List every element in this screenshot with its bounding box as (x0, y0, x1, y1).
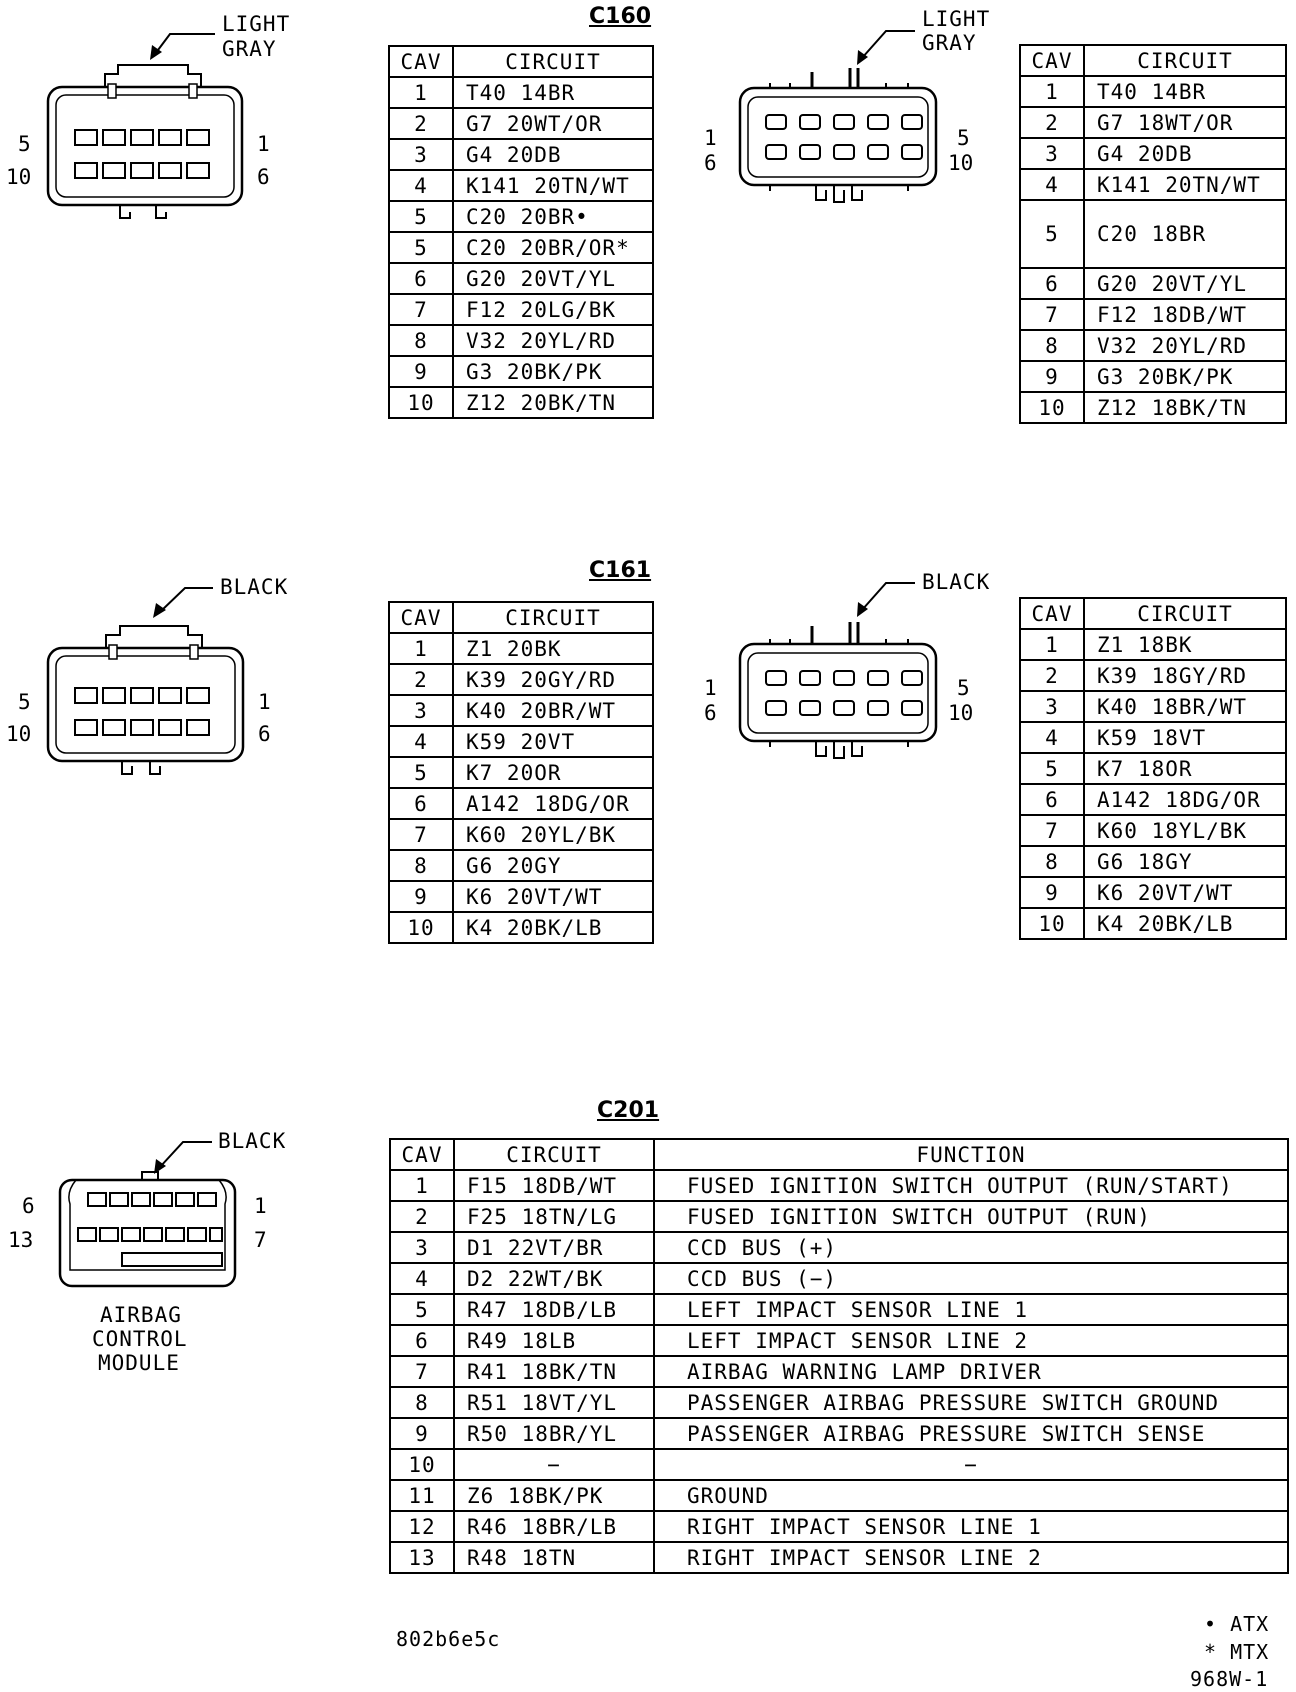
circuit-cell: F25 18TN/LG (454, 1201, 654, 1232)
table-row (389, 726, 653, 757)
circuit-cell: Z6 18BK/PK (454, 1480, 654, 1511)
c160-right-pin-label-br: 10 (948, 151, 974, 175)
cav-cell: 3 (389, 695, 453, 726)
c160-right-connector-drawing (690, 0, 1010, 220)
circuit-cell: G6 20GY (453, 850, 653, 881)
function-cell: LEFT IMPACT SENSOR LINE 1 (654, 1294, 1288, 1325)
table-row (1020, 200, 1286, 268)
c160-left-color-label-2: GRAY (222, 37, 277, 61)
cav-cell: 10 (389, 387, 453, 418)
table-row (390, 1418, 1288, 1449)
function-cell: CCD BUS (+) (654, 1232, 1288, 1263)
c160-right-pin-label-tr: 5 (957, 126, 970, 150)
c161-right-connector (690, 560, 1010, 780)
table-row (389, 819, 653, 850)
table-row (390, 1294, 1288, 1325)
table-row (389, 139, 653, 170)
c161-right-pin-label-tl: 1 (704, 676, 717, 700)
c161-left-pin-label-bl: 10 (6, 722, 32, 746)
image-id-code: 802b6e5c (396, 1627, 501, 1651)
table-row (389, 850, 653, 881)
table-row (390, 1356, 1288, 1387)
c201-module-label-3: MODULE (98, 1351, 180, 1375)
c201-connector (0, 1120, 330, 1380)
circuit-cell: K141 20TN/WT (453, 170, 653, 201)
c161-left-pin-label-tl: 5 (18, 690, 31, 714)
c161-left-table (388, 601, 654, 944)
table-row (1020, 815, 1286, 846)
circuit-cell: G6 18GY (1084, 846, 1286, 877)
c161-left-color-label: BLACK (220, 575, 289, 599)
table-row (1020, 691, 1286, 722)
circuit-cell: K40 18BR/WT (1084, 691, 1286, 722)
cav-cell: 6 (1020, 268, 1084, 299)
c160-right-pin-label-tl: 1 (704, 126, 717, 150)
cav-cell: 9 (389, 356, 453, 387)
table-row (389, 633, 653, 664)
cav-cell: 8 (1020, 330, 1084, 361)
table-row (389, 325, 653, 356)
legend-atx: • ATX (1204, 1612, 1270, 1636)
table-row (390, 1201, 1288, 1232)
cav-cell: 3 (389, 139, 453, 170)
table-row (1020, 784, 1286, 815)
cav-cell: 9 (389, 881, 453, 912)
c201-table (389, 1138, 1289, 1574)
c161-right-color-label: BLACK (922, 570, 991, 594)
cav-cell: 1 (1020, 629, 1084, 660)
cav-cell: 5 (389, 201, 453, 232)
table-row (390, 1480, 1288, 1511)
table-row (390, 1263, 1288, 1294)
cav-cell: 7 (1020, 815, 1084, 846)
column-header: CIRCUIT (454, 1139, 654, 1170)
cav-cell: 7 (390, 1356, 454, 1387)
c160-right-connector (690, 0, 1010, 220)
table-row (390, 1170, 1288, 1201)
table-row (389, 232, 653, 263)
cav-cell: 6 (389, 263, 453, 294)
circuit-cell: V32 20YL/RD (1084, 330, 1286, 361)
circuit-cell: K7 18OR (1084, 753, 1286, 784)
column-header: CAV (1020, 45, 1084, 76)
table-row (389, 881, 653, 912)
circuit-cell: K59 18VT (1084, 722, 1286, 753)
cav-cell: 10 (1020, 908, 1084, 939)
function-cell: PASSENGER AIRBAG PRESSURE SWITCH SENSE (654, 1418, 1288, 1449)
cav-cell: 7 (389, 819, 453, 850)
cav-cell: 2 (389, 664, 453, 695)
figure-number: 968W-1 (1190, 1667, 1269, 1691)
c160-right-table (1019, 44, 1287, 424)
function-cell: CCD BUS (−) (654, 1263, 1288, 1294)
cav-cell: 4 (390, 1263, 454, 1294)
table-row (390, 1232, 1288, 1263)
circuit-cell: R48 18TN (454, 1542, 654, 1573)
c201-pin-label-tr: 1 (254, 1194, 267, 1218)
circuit-cell: K60 20YL/BK (453, 819, 653, 850)
c161-right-pin-label-br: 10 (948, 701, 974, 725)
c201-title: C201 (597, 1098, 660, 1123)
cav-cell: 13 (390, 1542, 454, 1573)
cav-cell: 3 (390, 1232, 454, 1263)
cav-cell: 9 (1020, 361, 1084, 392)
cav-cell: 12 (390, 1511, 454, 1542)
function-cell: RIGHT IMPACT SENSOR LINE 2 (654, 1542, 1288, 1573)
circuit-cell: − (454, 1449, 654, 1480)
cav-cell: 1 (390, 1170, 454, 1201)
c161-right-pin-label-bl: 6 (704, 701, 717, 725)
table-row (389, 77, 653, 108)
circuit-cell: A142 18DG/OR (1084, 784, 1286, 815)
circuit-cell: K4 20BK/LB (1084, 908, 1286, 939)
circuit-cell: Z12 20BK/TN (453, 387, 653, 418)
cav-cell: 2 (1020, 660, 1084, 691)
table-row (1020, 361, 1286, 392)
circuit-cell: G4 20DB (1084, 138, 1286, 169)
circuit-cell: K60 18YL/BK (1084, 815, 1286, 846)
c201-module-label-2: CONTROL (92, 1327, 188, 1351)
cav-cell: 2 (1020, 107, 1084, 138)
cav-cell: 11 (390, 1480, 454, 1511)
circuit-cell: R47 18DB/LB (454, 1294, 654, 1325)
cav-cell: 7 (1020, 299, 1084, 330)
c160-title: C160 (589, 4, 652, 29)
cav-cell: 8 (389, 850, 453, 881)
c201-module-label-1: AIRBAG (100, 1303, 182, 1327)
c161-right-connector-drawing (690, 560, 1010, 780)
function-cell: GROUND (654, 1480, 1288, 1511)
c160-left-connector (0, 0, 330, 240)
table-row (389, 912, 653, 943)
column-header: CIRCUIT (453, 602, 653, 633)
c161-left-pin-label-tr: 1 (258, 690, 271, 714)
circuit-cell: K7 20OR (453, 757, 653, 788)
circuit-cell: C20 20BR/OR* (453, 232, 653, 263)
table-row (389, 757, 653, 788)
circuit-cell: K141 20TN/WT (1084, 169, 1286, 200)
c160-left-pin-label-tl: 5 (18, 132, 31, 156)
cav-cell: 1 (389, 633, 453, 664)
function-cell: − (654, 1449, 1288, 1480)
circuit-cell: G20 20VT/YL (453, 263, 653, 294)
table-row (1020, 392, 1286, 423)
cav-cell: 3 (1020, 138, 1084, 169)
table-row (1020, 629, 1286, 660)
c160-right-color-label-1: LIGHT (922, 7, 991, 31)
table-row (1020, 846, 1286, 877)
column-header: CIRCUIT (1084, 598, 1286, 629)
cav-cell: 4 (389, 726, 453, 757)
circuit-cell: Z1 18BK (1084, 629, 1286, 660)
c160-left-pin-label-br: 6 (257, 165, 270, 189)
circuit-cell: K4 20BK/LB (453, 912, 653, 943)
function-cell: FUSED IGNITION SWITCH OUTPUT (RUN/START) (654, 1170, 1288, 1201)
table-row (390, 1542, 1288, 1573)
c160-right-color-label-2: GRAY (922, 31, 977, 55)
cav-cell: 3 (1020, 691, 1084, 722)
cav-cell: 6 (390, 1325, 454, 1356)
circuit-cell: K6 20VT/WT (1084, 877, 1286, 908)
circuit-cell: R51 18VT/YL (454, 1387, 654, 1418)
circuit-cell: K6 20VT/WT (453, 881, 653, 912)
cav-cell: 9 (390, 1418, 454, 1449)
cav-cell: 4 (1020, 169, 1084, 200)
cav-cell: 6 (389, 788, 453, 819)
cav-cell: 5 (389, 232, 453, 263)
table-row (389, 356, 653, 387)
circuit-cell: Z1 20BK (453, 633, 653, 664)
cav-cell: 2 (390, 1201, 454, 1232)
function-cell: AIRBAG WARNING LAMP DRIVER (654, 1356, 1288, 1387)
circuit-cell: K39 20GY/RD (453, 664, 653, 695)
circuit-cell: G3 20BK/PK (453, 356, 653, 387)
table-row (1020, 660, 1286, 691)
circuit-cell: G4 20DB (453, 139, 653, 170)
column-header: FUNCTION (654, 1139, 1288, 1170)
table-row (1020, 753, 1286, 784)
table-row (390, 1511, 1288, 1542)
circuit-cell: D1 22VT/BR (454, 1232, 654, 1263)
function-cell: LEFT IMPACT SENSOR LINE 2 (654, 1325, 1288, 1356)
circuit-cell: Z12 18BK/TN (1084, 392, 1286, 423)
circuit-cell: R46 18BR/LB (454, 1511, 654, 1542)
cav-cell: 2 (389, 108, 453, 139)
c161-right-table (1019, 597, 1287, 940)
column-header: CAV (389, 46, 453, 77)
circuit-cell: C20 20BR• (453, 201, 653, 232)
column-header: CIRCUIT (453, 46, 653, 77)
c160-left-color-label-1: LIGHT (222, 12, 291, 36)
legend-mtx: * MTX (1204, 1640, 1270, 1664)
table-row (1020, 138, 1286, 169)
function-cell: RIGHT IMPACT SENSOR LINE 1 (654, 1511, 1288, 1542)
column-header: CIRCUIT (1084, 45, 1286, 76)
table-row (390, 1449, 1288, 1480)
cav-cell: 1 (1020, 76, 1084, 107)
c161-title: C161 (589, 558, 652, 583)
circuit-cell: G7 18WT/OR (1084, 107, 1286, 138)
table-row (1020, 268, 1286, 299)
column-header: CAV (389, 602, 453, 633)
cav-cell: 6 (1020, 784, 1084, 815)
table-row (390, 1325, 1288, 1356)
table-row (390, 1387, 1288, 1418)
table-row (1020, 908, 1286, 939)
table-row (389, 108, 653, 139)
cav-cell: 8 (389, 325, 453, 356)
table-row (389, 294, 653, 325)
circuit-cell: G7 20WT/OR (453, 108, 653, 139)
circuit-cell: F12 18DB/WT (1084, 299, 1286, 330)
c160-left-pin-label-tr: 1 (257, 132, 270, 156)
circuit-cell: C20 18BR (1084, 200, 1286, 268)
function-cell: PASSENGER AIRBAG PRESSURE SWITCH GROUND (654, 1387, 1288, 1418)
circuit-cell: F15 18DB/WT (454, 1170, 654, 1201)
cav-cell: 8 (1020, 846, 1084, 877)
c201-pin-label-tl: 6 (22, 1194, 35, 1218)
c201-pin-label-br: 7 (254, 1228, 267, 1252)
c161-right-pin-label-tr: 5 (957, 676, 970, 700)
c160-left-connector-drawing (0, 0, 330, 240)
c161-left-pin-label-br: 6 (258, 722, 271, 746)
cav-cell: 10 (390, 1449, 454, 1480)
circuit-cell: V32 20YL/RD (453, 325, 653, 356)
circuit-cell: T40 14BR (453, 77, 653, 108)
table-row (389, 170, 653, 201)
column-header: CAV (390, 1139, 454, 1170)
circuit-cell: G3 20BK/PK (1084, 361, 1286, 392)
circuit-cell: R50 18BR/YL (454, 1418, 654, 1449)
table-row (389, 387, 653, 418)
table-row (1020, 877, 1286, 908)
c160-right-pin-label-bl: 6 (704, 151, 717, 175)
table-row (1020, 299, 1286, 330)
cav-cell: 10 (389, 912, 453, 943)
table-row (1020, 722, 1286, 753)
c161-left-connector (0, 560, 330, 800)
circuit-cell: A142 18DG/OR (453, 788, 653, 819)
table-row (1020, 107, 1286, 138)
circuit-cell: G20 20VT/YL (1084, 268, 1286, 299)
table-row (1020, 330, 1286, 361)
cav-cell: 4 (389, 170, 453, 201)
cav-cell: 5 (1020, 753, 1084, 784)
table-row (1020, 169, 1286, 200)
cav-cell: 9 (1020, 877, 1084, 908)
circuit-cell: T40 14BR (1084, 76, 1286, 107)
function-cell: FUSED IGNITION SWITCH OUTPUT (RUN) (654, 1201, 1288, 1232)
c161-left-connector-drawing (0, 560, 330, 800)
column-header: CAV (1020, 598, 1084, 629)
cav-cell: 1 (389, 77, 453, 108)
c201-color-label: BLACK (218, 1129, 287, 1153)
table-row (389, 788, 653, 819)
table-row (1020, 76, 1286, 107)
c201-pin-label-bl: 13 (8, 1228, 34, 1252)
cav-cell: 5 (1020, 200, 1084, 268)
cav-cell: 4 (1020, 722, 1084, 753)
circuit-cell: K40 20BR/WT (453, 695, 653, 726)
cav-cell: 5 (389, 757, 453, 788)
c160-left-pin-label-bl: 10 (6, 165, 32, 189)
table-row (389, 695, 653, 726)
circuit-cell: K39 18GY/RD (1084, 660, 1286, 691)
c160-left-table (388, 45, 654, 419)
cav-cell: 10 (1020, 392, 1084, 423)
table-row (389, 263, 653, 294)
circuit-cell: R41 18BK/TN (454, 1356, 654, 1387)
circuit-cell: K59 20VT (453, 726, 653, 757)
circuit-cell: R49 18LB (454, 1325, 654, 1356)
circuit-cell: F12 20LG/BK (453, 294, 653, 325)
circuit-cell: D2 22WT/BK (454, 1263, 654, 1294)
table-row (389, 201, 653, 232)
table-row (389, 664, 653, 695)
cav-cell: 8 (390, 1387, 454, 1418)
cav-cell: 5 (390, 1294, 454, 1325)
cav-cell: 7 (389, 294, 453, 325)
